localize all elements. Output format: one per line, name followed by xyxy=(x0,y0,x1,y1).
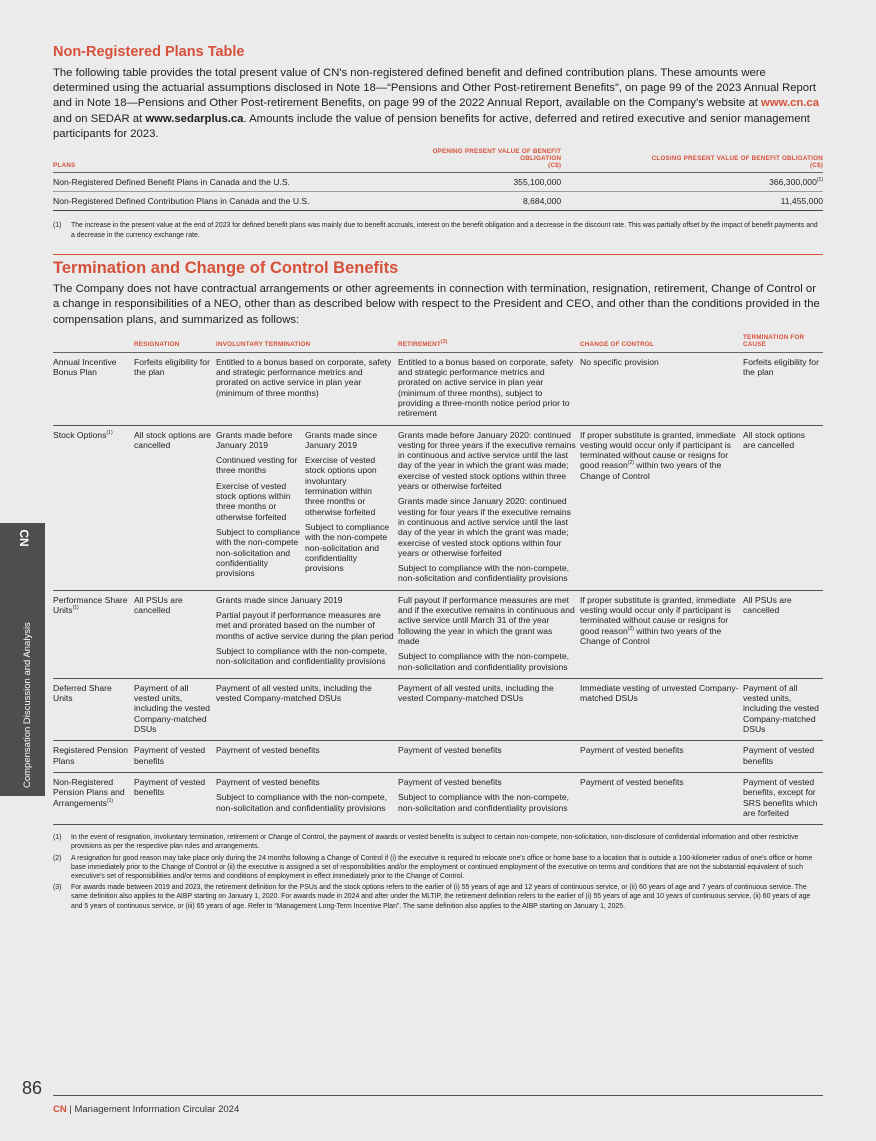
col-opening-unit: (C$) xyxy=(548,162,562,170)
footnote-ref: (1) xyxy=(106,797,114,804)
plan-name-text: Non-Registered Pension Plans and Arrangements xyxy=(53,776,125,808)
col-retirement xyxy=(398,332,580,353)
footnote xyxy=(53,854,823,882)
involuntary-cell: Payment of vested benefits xyxy=(216,741,398,773)
cause-cell: Payment of vested benefits, except for SRS benefits which are forfeited xyxy=(743,772,823,824)
paragraph: Subject to compliance with the non-compete, non-solicitation and confidentiality provisions xyxy=(398,651,570,672)
paragraph: Exercise of vested stock options within three months or otherwise forfeited xyxy=(216,480,291,522)
closing-amount: 11,455,000 xyxy=(780,196,823,207)
sedar-link[interactable]: www.sedarplus.ca xyxy=(145,112,244,125)
cause-cell: Payment of vested benefits xyxy=(743,741,823,773)
closing-amount: 366,300,000 xyxy=(769,177,817,188)
table-row xyxy=(53,173,823,192)
table-row xyxy=(53,192,823,211)
retirement-cell: Payment of all vested units, including the vested Company-matched DSUs xyxy=(398,678,580,740)
plan-name: Deferred Share Units xyxy=(53,678,134,740)
paragraph: Grants made since January 2019 xyxy=(305,429,378,450)
paragraph: Grants made since January 2019 xyxy=(216,594,343,605)
nonreg-intro-text-1: The following table provides the total present value of CN's non-registered defined benefit and defined contribution plans. These amounts were determined using the actuarial assumptions disclosed in Note 18—“Pensions and Other Post-retirement Benefits”, on page 99 of the 2023 Annual Report and in Note 18—Pensions and Other Post-retirement Benefits, on page 99 of the 2022 Annual Report, available on the Company's website at xyxy=(53,67,816,110)
paragraph: Subject to compliance with the non-compete, non-solicitation and confidentiality provisions xyxy=(398,792,570,813)
footnote-text: A resignation for good reason may take place only during the 24 months following a Change of Control if (i) the executive is required to relocate one's office or home base to a location that is outside a 100-kilometer radius of one's office or home base immediately prior to the Change of Control or (ii) the executive is assigned a set of responsibilities and/or the employment or continued employment of the executive on terms and conditions that are not the substantial equivalent of such executive's set of responsibilities and/or terms and conditions of employment in effect immediately prior to the Change of Control. xyxy=(71,854,813,880)
footer-separator: | xyxy=(69,1104,72,1115)
footnote-text: The increase in the present value at the end of 2023 for defined benefit plans was mainly due to benefit accruals, interest on the benefit obligation and a decrease in the discount rate. This was partially offset by the impact of benefit payments and a decrease in the currency exchange rate. xyxy=(71,222,818,239)
paragraph: Payment of vested benefits xyxy=(398,776,502,787)
cause-cell: All stock options are cancelled xyxy=(743,425,823,590)
nonreg-plans-table xyxy=(53,146,823,211)
footnote-text: In the event of resignation, involuntary termination, retirement or Change of Control, the payment of awards or vested benefits is subject to certain non-compete, non-solicitation, non-disclosure of confidential information and other restrictive provisions as per the respective plan rules and arrangements. xyxy=(71,834,799,851)
col-opening-label: OPENING PRESENT VALUE OF BENEFIT OBLIGATION xyxy=(432,148,562,163)
footnote xyxy=(53,883,823,911)
page-footer xyxy=(53,1104,239,1115)
involuntary-cell: Payment of all vested units, including the vested Company-matched DSUs xyxy=(216,678,398,740)
footnote-number: (1) xyxy=(53,834,62,842)
page-content xyxy=(53,44,823,913)
table-row-psu xyxy=(53,590,823,678)
footer-doc-title: Management Information Circular 2024 xyxy=(74,1104,240,1115)
plan-name xyxy=(53,590,134,678)
paragraph: Grants made before January 2019 xyxy=(216,429,293,450)
plan-name: Registered Pension Plans xyxy=(53,741,134,773)
paragraph: Grants made before January 2020: continued vesting for three years if the executive remains in continuous and active service until the last day of the year in which the grant was made; exercise of vested stock options within three years or otherwise forfeited xyxy=(398,429,576,492)
change-text: If proper substitute is granted, immediate vesting would occur only if participant is terminated without cause or resigns for good reason xyxy=(580,594,736,636)
paragraph: Grants made since January 2020: continued vesting for four years if the executive remains in continuous and active service until the last day of the year in which the grant was made; exercise of vested stock options within four years or otherwise forfeited xyxy=(398,496,571,558)
col-termination-for-cause: TERMINATION FOR CAUSE xyxy=(743,332,823,353)
retirement-cell xyxy=(398,590,580,678)
change-cell: Payment of vested benefits xyxy=(580,772,743,824)
closing-value xyxy=(561,173,823,192)
section-label: Compensation Discussion and Analysis xyxy=(22,622,33,788)
footnote-text: For awards made between 2019 and 2023, the retirement definition for the PSUs and the stock options refers to the earlier of (i) 55 years of age and 12 years of continuous service, or (ii) 60 years of age and 7 years of continuous service. The same definition also applies to the AIBP starting on January 1, 2020. For awards made in 2024 and after under the MLTIP, the retirement definition refers to the earlier of (i) 55 years of age and 10 years of continuous service, (ii) 60 years of age and 5 years of continuous service, or (iii) 65 years of age. Refer to “Management Long-Term Incentive Plan”. The same definition also applies to the AIBP starting on January 1, 2025. xyxy=(71,884,811,910)
opening-value: 355,100,000 xyxy=(407,173,561,192)
col-resignation: RESIGNATION xyxy=(134,332,216,353)
plan-name: Annual Incentive Bonus Plan xyxy=(53,352,134,425)
involuntary-since-2019 xyxy=(305,430,394,579)
paragraph: Full payout if performance measures are met and if the executive remains in continuous and active service until March 31 of the year following the year in which the grant was made xyxy=(398,594,575,646)
involuntary-cell xyxy=(216,425,398,590)
cn-website-link[interactable]: www.cn.ca xyxy=(761,97,819,110)
col-opening xyxy=(407,146,561,173)
nonreg-intro-text-2: and on SEDAR at xyxy=(53,112,146,125)
closing-value xyxy=(561,192,823,211)
resignation-cell: All PSUs are cancelled xyxy=(134,590,216,678)
term-intro: The Company does not have contractual arrangements or other agreements in connection with termination, resignation, retirement, Change of Control or a change in responsibilities of a NEO, other than as described below with respect to the President and CEO, and other than the conditions provided in the compensation plans, and summarized as follows: xyxy=(53,283,820,326)
resignation-cell: Payment of vested benefits xyxy=(134,772,216,824)
plan-name xyxy=(53,772,134,824)
footnote xyxy=(53,833,823,851)
paragraph: Subject to compliance with the non-compete, non-solicitation and confidentiality provisions xyxy=(216,645,388,667)
plan-name-text: Performance Share Units xyxy=(53,594,128,616)
involuntary-before-2019 xyxy=(216,430,305,579)
change-text-2: within two years of the Change of Control xyxy=(580,460,722,481)
paragraph: Subject to compliance with the non-compete, non-solicitation and confidentiality provisions xyxy=(398,563,570,584)
cn-logo: CN xyxy=(17,529,31,547)
change-text: If proper substitute is granted, immediate vesting would occur only if participant is terminated without cause or resigns for good reason xyxy=(580,429,736,471)
paragraph: Partial payout if performance measures are met and prorated based on the number of months of active service during the plan period xyxy=(216,610,394,641)
footnote-ref: (1) xyxy=(72,605,79,612)
plan-name xyxy=(53,425,134,590)
paragraph: Exercise of vested stock options upon involuntary termination within three months or otherwise forfeited xyxy=(305,455,377,517)
footnote-number: (2) xyxy=(53,854,62,862)
col-change-of-control: CHANGE OF CONTROL xyxy=(580,332,743,353)
nonreg-intro-text-3: . Amounts include the value of pension benefits for active, deferred and retired executive and senior management participants for 2023. xyxy=(53,112,810,140)
footer-rule xyxy=(53,1095,823,1096)
opening-value: 8,684,000 xyxy=(407,192,561,211)
paragraph: Subject to compliance with the non-compete non-solicitation and confidentiality provisions xyxy=(216,526,301,579)
col-plan xyxy=(53,332,134,353)
footnote-ref: (1) xyxy=(816,177,823,184)
term-title: Termination and Change of Control Benefits xyxy=(53,259,399,278)
plan-name-text: Stock Options xyxy=(53,429,107,440)
change-cell: No specific provision xyxy=(580,352,743,425)
section-divider xyxy=(53,254,823,255)
plan-name: Non-Registered Defined Benefit Plans in Canada and the U.S. xyxy=(53,173,407,192)
termination-table xyxy=(53,332,823,825)
involuntary-cell: Entitled to a bonus based on corporate, safety and strategic performance metrics and prorated on active service in plan year (minimum of three months) xyxy=(216,352,398,425)
retirement-cell: Entitled to a bonus based on corporate, safety and strategic performance metrics and prorated on active service in plan year (minimum of three months), subject to providing a three-month notice period prior to retirement xyxy=(398,352,580,425)
col-closing-unit: (C$) xyxy=(809,162,823,170)
col-plans: PLANS xyxy=(53,146,407,173)
change-cell: Immediate vesting of unvested Company-matched DSUs xyxy=(580,678,743,740)
cause-cell: Payment of all vested units, including the vested Company-matched DSUs xyxy=(743,678,823,740)
footnote-number: (1) xyxy=(53,222,62,230)
col-closing-label: CLOSING PRESENT VALUE OF BENEFIT OBLIGATION xyxy=(651,155,823,163)
paragraph: Payment of vested benefits xyxy=(216,776,320,787)
resignation-cell: All stock options are cancelled xyxy=(134,425,216,590)
nonreg-intro xyxy=(53,66,823,142)
change-cell: Payment of vested benefits xyxy=(580,741,743,773)
nonreg-title: Non-Registered Plans Table xyxy=(53,44,245,60)
resignation-cell: Payment of all vested units, including the vested Company-matched DSUs xyxy=(134,678,216,740)
table-row-dsu xyxy=(53,678,823,740)
retirement-cell xyxy=(398,772,580,824)
footnote-ref: (2) xyxy=(627,625,634,632)
resignation-cell: Forfeits eligibility for the plan xyxy=(134,352,216,425)
change-text-2: within two years of the Change of Control xyxy=(580,625,722,646)
section-side-tab xyxy=(0,523,45,796)
col-retirement-label: RETIREMENT xyxy=(398,341,441,349)
footer-brand: CN xyxy=(53,1104,67,1115)
table-row-aibp xyxy=(53,352,823,425)
cause-cell: Forfeits eligibility for the plan xyxy=(743,352,823,425)
change-cell xyxy=(580,590,743,678)
col-closing xyxy=(561,146,823,173)
table-row-rpp xyxy=(53,741,823,773)
resignation-cell: Payment of vested benefits xyxy=(134,741,216,773)
page-number: 86 xyxy=(22,1078,43,1098)
footnote-ref: (2) xyxy=(627,460,634,467)
paragraph: Continued vesting for three months xyxy=(216,455,298,476)
table-row-stock-options xyxy=(53,425,823,590)
footnote-number: (3) xyxy=(53,884,62,892)
paragraph: Subject to compliance with the non-compete non-solicitation and confidentiality provisions xyxy=(305,521,390,574)
cause-cell: All PSUs are cancelled xyxy=(743,590,823,678)
col-involuntary: INVOLUNTARY TERMINATION xyxy=(216,332,398,353)
change-cell xyxy=(580,425,743,590)
involuntary-cell xyxy=(216,772,398,824)
footnote-ref: (1) xyxy=(106,429,113,436)
involuntary-cell xyxy=(216,590,398,678)
retirement-cell xyxy=(398,425,580,590)
term-footnotes xyxy=(53,833,823,911)
footnote-ref: (3) xyxy=(440,339,448,346)
paragraph: Subject to compliance with the non-compete, non-solicitation and confidentiality provisions xyxy=(216,792,388,813)
table-row-nrpp xyxy=(53,772,823,824)
retirement-cell: Payment of vested benefits xyxy=(398,741,580,773)
plan-name: Non-Registered Defined Contribution Plans in Canada and the U.S. xyxy=(53,192,407,211)
nonreg-footnote xyxy=(53,221,823,240)
